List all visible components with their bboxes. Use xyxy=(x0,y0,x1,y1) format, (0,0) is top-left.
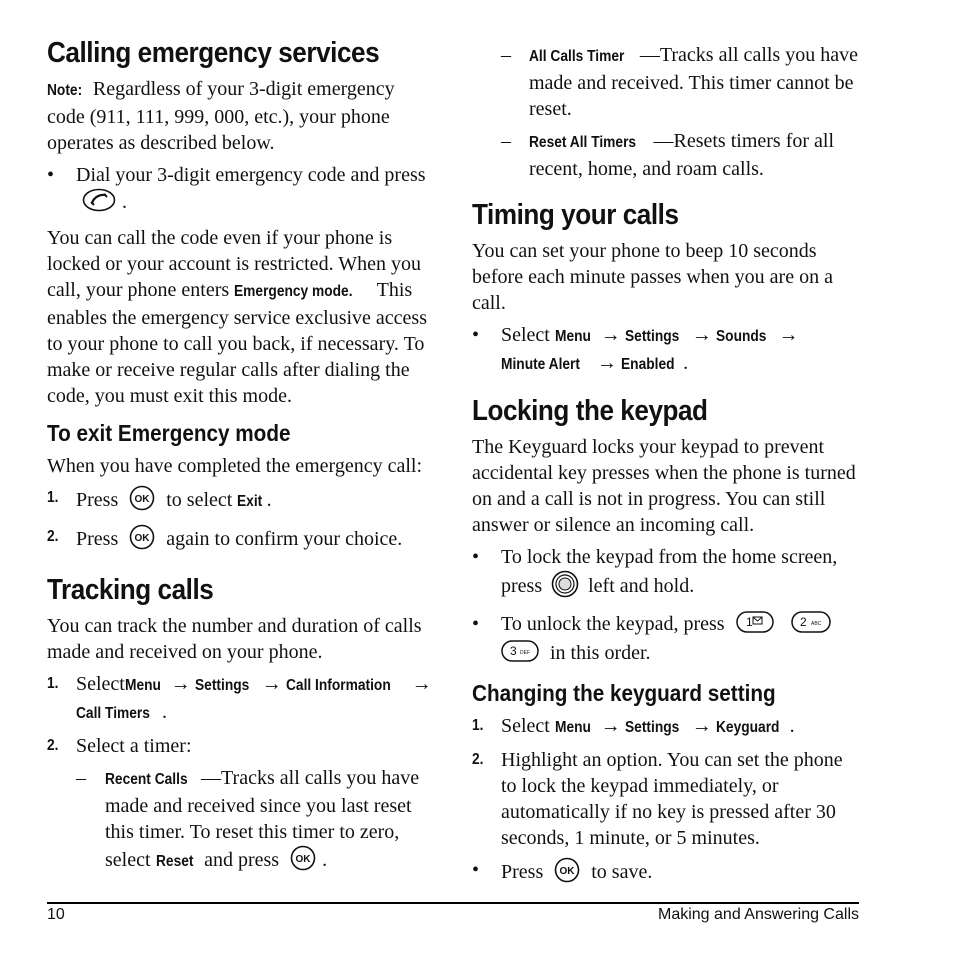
key-1-icon xyxy=(736,611,774,640)
ok-key-icon xyxy=(290,845,316,878)
note-text: Regardless of your 3-digit emergency code (911, 111, 999, 000, etc.), your phone operates as described below. xyxy=(47,78,395,154)
reset-all-timers-item: – Reset All Timers —Resets timers for all recent, home, and roam calls. xyxy=(501,130,835,180)
emergency-mode-paragraph: You can call the code even if your phone is locked or your account is restricted. When you call, your phone enters Emergency mode. This enables the emergency service exclusive access to your phone to call you back, if necessary. To make or receive regular calls after dialing the code, you must exit this mode. xyxy=(47,227,427,407)
unlock-bullet: • To unlock the keypad, press 1 2 ABC 3 DEF in this order. xyxy=(472,611,862,669)
svg-text:OK: OK xyxy=(295,854,311,865)
send-key-icon xyxy=(82,188,116,219)
ok-key-icon xyxy=(554,857,580,890)
svg-text:OK: OK xyxy=(134,494,150,505)
exit-intro: When you have completed the emergency call: xyxy=(47,455,423,477)
key-2-icon xyxy=(791,611,831,640)
svg-text:OK: OK xyxy=(559,866,575,877)
nav-key-icon xyxy=(551,570,579,605)
all-calls-timer-item: – All Calls Timer —Tracks all calls you have made and received. This timer cannot be reset. xyxy=(501,44,858,120)
timing-bullet: • Select Menu → Settings → Sounds → Minute Alert → Enabled . xyxy=(472,324,799,374)
heading-timing-calls: Timing your calls xyxy=(472,199,679,231)
save-bullet: • Press OK to save. xyxy=(472,857,862,890)
tracking-intro: You can track the number and duration of calls made and received on your phone. xyxy=(47,615,422,663)
change-step-2: 2. Highlight an option. You can set the phone to lock the keypad immediately, or automatically if no key is pressed after 30 seconds, 1 minute, or 5 minutes. xyxy=(472,749,843,849)
left-column xyxy=(47,36,437,884)
tracking-step-2: 2. Select a timer: xyxy=(47,735,192,757)
exit-step-1: 1. Press OK to select Exit . xyxy=(47,485,437,518)
footer-rule xyxy=(47,902,859,904)
tracking-step-1: 1. SelectMenu → Settings → Call Information → Call Timers . xyxy=(47,673,432,723)
heading-calling-emergency: Calling emergency services xyxy=(47,37,380,69)
emergency-mode-term: Emergency mode. xyxy=(234,283,353,300)
key-3-icon xyxy=(501,640,539,669)
svg-text:OK: OK xyxy=(134,533,150,544)
heading-tracking-calls: Tracking calls xyxy=(47,574,214,606)
right-column xyxy=(472,42,862,896)
svg-text:3: 3 xyxy=(510,644,517,658)
heading-locking-keypad: Locking the keypad xyxy=(472,395,708,427)
locking-intro: The Keyguard locks your keypad to prevent accidental key presses when the phone is turned on and a call is not in progress. You can still answer or silence an incoming call. xyxy=(472,436,856,536)
note-label: Note: xyxy=(47,82,83,99)
heading-exit-emergency: To exit Emergency mode xyxy=(47,420,291,446)
heading-changing-keyguard: Changing the keyguard setting xyxy=(472,680,776,706)
page-number: 10 xyxy=(47,906,65,923)
note-paragraph xyxy=(47,76,437,156)
lock-bullet: • To lock the keypad from the home screen, press left and hold. xyxy=(472,544,862,605)
ok-key-icon xyxy=(129,524,155,557)
recent-calls-item: – Recent Calls —Tracks all calls you have made and received since you last reset this timer. To reset this timer to zero, select Reset and press OK . xyxy=(47,765,437,878)
ok-key-icon xyxy=(129,485,155,518)
dial-bullet: • Dial your 3-digit emergency code and press . xyxy=(47,162,437,219)
svg-text:1: 1 xyxy=(745,615,753,629)
bullet-marker: • xyxy=(47,164,55,186)
exit-step-2: 2. Press OK again to confirm your choice. xyxy=(47,524,437,557)
svg-text:2: 2 xyxy=(799,615,807,629)
svg-text:ABC: ABC xyxy=(810,621,821,627)
menu-path: Menu xyxy=(124,677,161,694)
change-step-1: 1. Select Menu → Settings → Keyguard . xyxy=(472,715,795,737)
svg-text:DEF: DEF xyxy=(520,650,530,656)
timing-intro: You can set your phone to beep 10 seconds before each minute passes when you are on a call. xyxy=(472,240,833,314)
section-title: Making and Answering Calls xyxy=(658,906,859,923)
dial-text: Dial your 3-digit emergency code and press xyxy=(76,164,426,186)
